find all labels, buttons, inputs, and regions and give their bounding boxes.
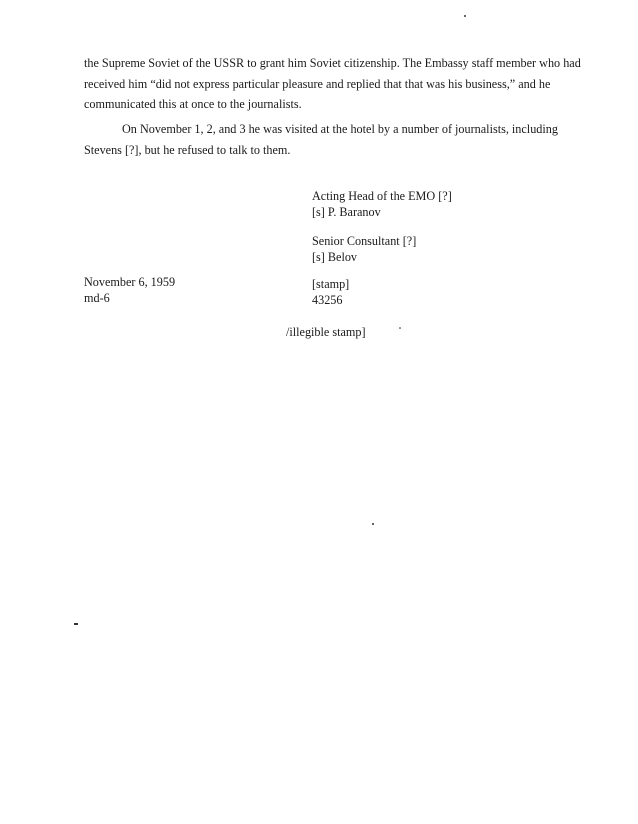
scan-speck <box>372 523 374 525</box>
document-code: md-6 <box>84 291 110 305</box>
signer-name-baranov: [s] P. Baranov <box>312 205 381 219</box>
document-date: November 6, 1959 <box>84 275 176 289</box>
illegible-stamp-note: /illegible stamp] <box>286 325 366 339</box>
stamp-number: 43256 <box>312 293 343 307</box>
signer-name-belov: [s] Belov <box>312 250 358 264</box>
scan-speck <box>74 623 78 625</box>
scan-speck <box>399 327 401 329</box>
signer-title-acting-head: Acting Head of the EMO [?] <box>312 189 452 203</box>
body-paragraph-1: the Supreme Soviet of the USSR to grant him Soviet citizenship. The Embassy staff member who had received him “did not express particular pleasure and replied that that was his business,” and he communicated this at once to the journalists. <box>84 56 581 111</box>
signature-block-baranov <box>312 188 452 220</box>
signature-block-belov <box>312 233 416 265</box>
stamp-block <box>312 276 349 308</box>
body-paragraph-2: On November 1, 2, and 3 he was visited at the hotel by a number of journalists, including Stevens [?], but he refused to talk to them. <box>84 122 558 157</box>
scan-speck <box>464 15 466 17</box>
date-block <box>84 274 175 306</box>
signer-title-senior-consultant: Senior Consultant [?] <box>312 234 417 248</box>
stamp-label: [stamp] <box>312 277 350 291</box>
